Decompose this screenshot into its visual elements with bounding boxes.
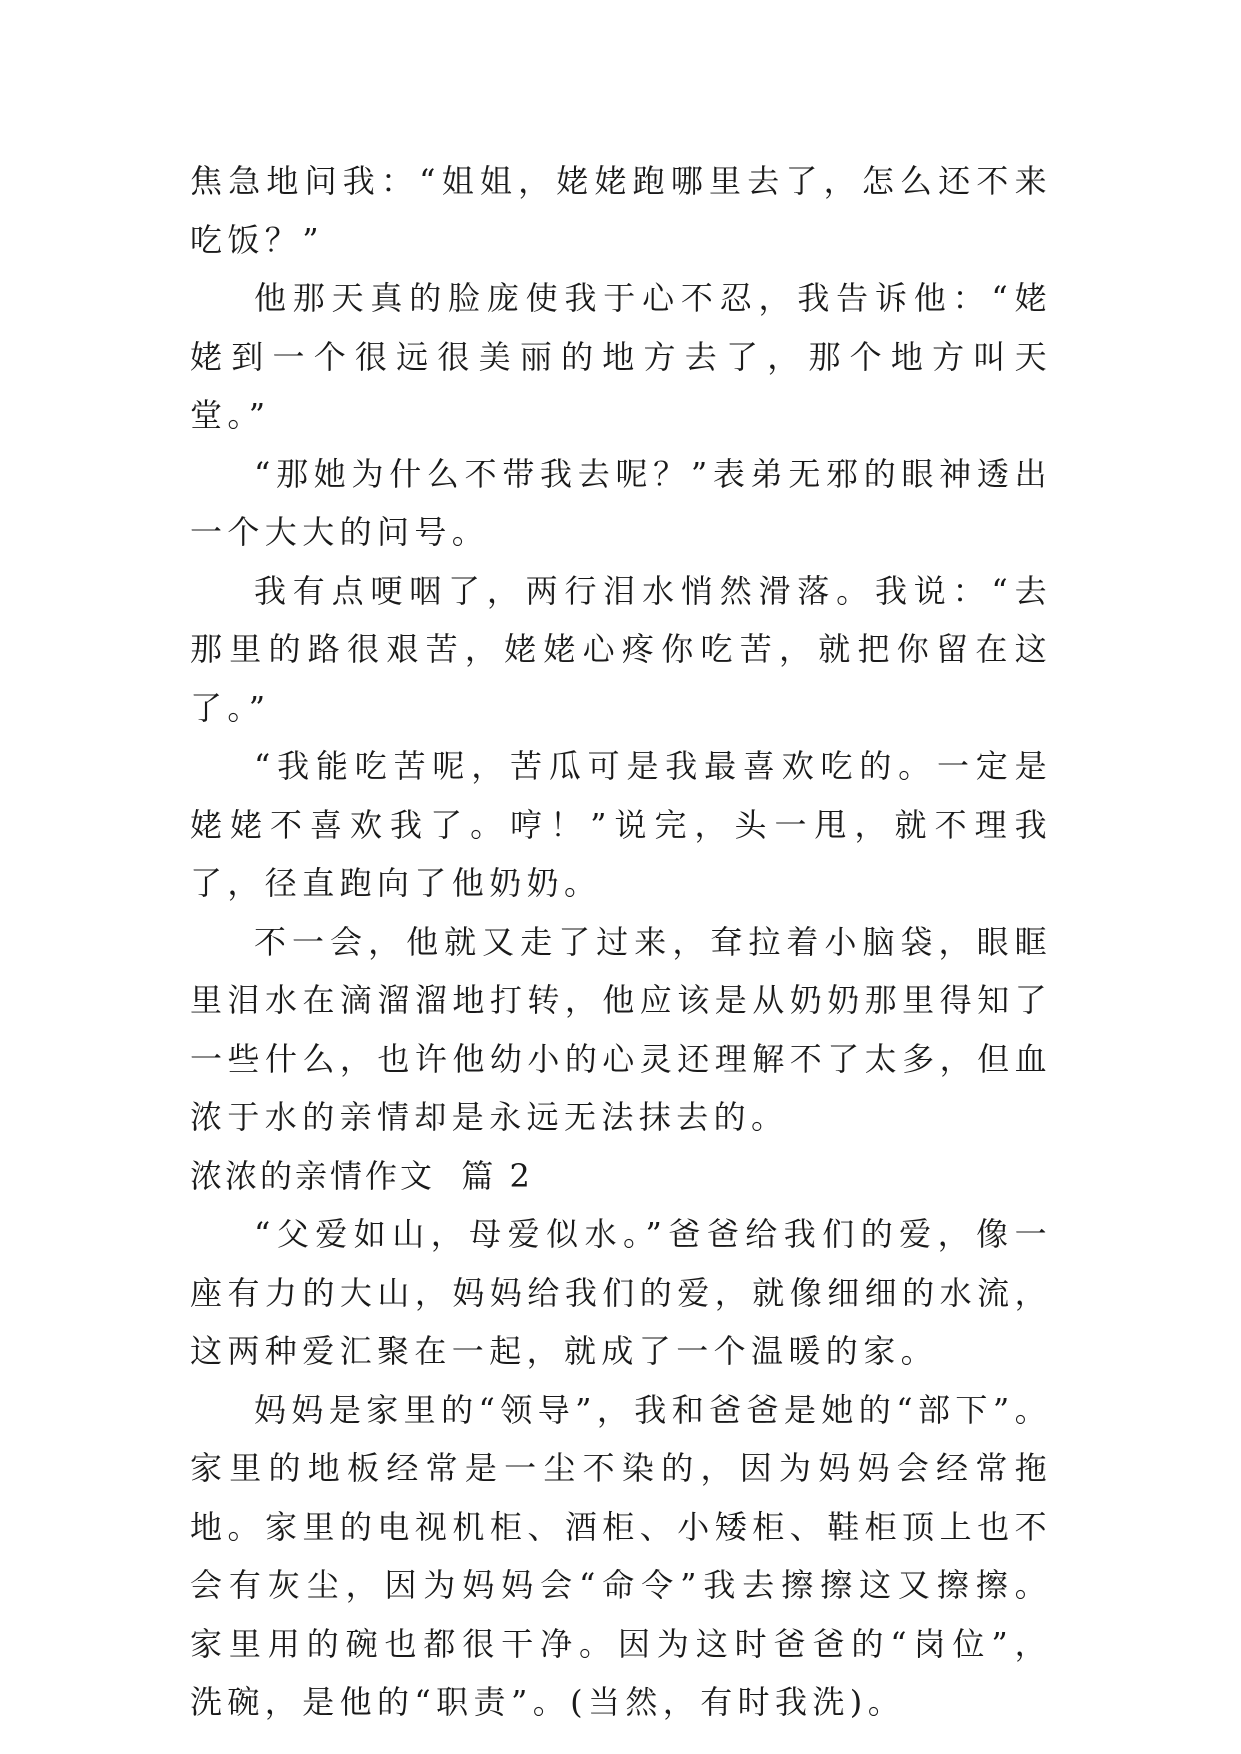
paragraph-1: 焦急地问我：“姐姐，姥姥跑哪里去了，怎么还不来吃饭？” [190, 162, 1052, 259]
section-heading: 浓浓的亲情作文 篇 2 [190, 1156, 533, 1195]
document-body [190, 152, 1052, 1732]
paragraph-8: 妈妈是家里的“领导”，我和爸爸是她的“部下”。家里的地板经常是一尘不染的，因为妈妈会经常拖地。家里的电视机柜、酒柜、小矮柜、鞋柜顶上也不会有灰尘，因为妈妈会“命令”我去擦擦这又擦擦。家里用的碗也都很干净。因为这时爸爸的“岗位”，洗碗，是他的“职责”。(当然，有时我洗)。 [190, 1390, 1052, 1721]
paragraph-6: 不一会，他就又走了过来，耷拉着小脑袋，眼眶里泪水在滴溜溜地打转，他应该是从奶奶那里得知了一些什么，也许他幼小的心灵还理解不了太多，但血浓于水的亲情却是永远无法抹去的。 [190, 922, 1052, 1136]
paragraph-3: “那她为什么不带我去呢？”表弟无邪的眼神透出一个大大的问号。 [190, 454, 1052, 551]
paragraph-7: “父爱如山，母爱似水。”爸爸给我们的爱，像一座有力的大山，妈妈给我们的爱，就像细细的水流，这两种爱汇聚在一起，就成了一个温暖的家。 [190, 1215, 1052, 1370]
paragraph-5: “我能吃苦呢，苦瓜可是我最喜欢吃的。一定是姥姥不喜欢我了。哼！”说完，头一甩，就不理我了，径直跑向了他奶奶。 [190, 747, 1052, 902]
paragraph-4: 我有点哽咽了，两行泪水悄然滑落。我说：“去那里的路很艰苦，姥姥心疼你吃苦，就把你留在这了。” [190, 571, 1052, 727]
paragraph-2: 他那天真的脸庞使我于心不忍，我告诉他：“姥姥到一个很远很美丽的地方去了，那个地方叫天堂。” [190, 279, 1052, 434]
